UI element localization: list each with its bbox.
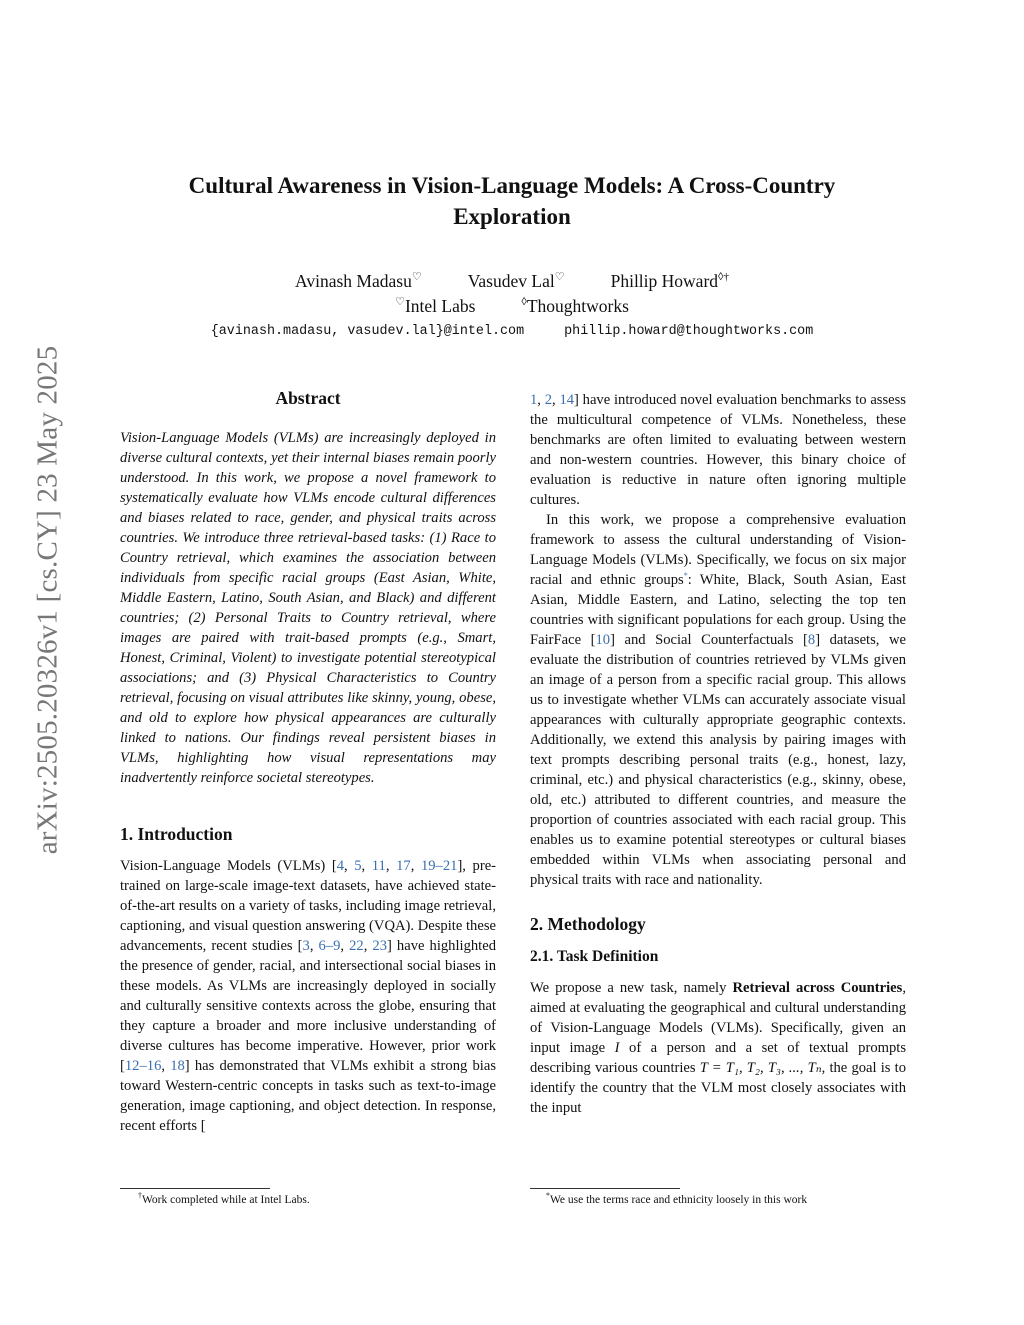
email-intel: {avinash.madasu, vasudev.lal}@intel.com [210, 324, 525, 339]
citation-link[interactable]: 22 [349, 938, 364, 954]
email-list [130, 322, 894, 342]
intro-paragraph-2: In this work, we propose a comprehensive evaluation framework to assess the cultural understanding of Vision-Language Models (VLMs). Specifically, we focus on six major racial and ethnic groups*: White, Black, South Asian, East Asian, Middle Eastern, and Latino, selecting the top ten countries with significant populations for each group. Using the FairFace [10] and Social Counterfactuals [8] datasets, we evaluate the distribution of countries retrieved by VLMs given an image of a person from a specific racial group. This allows us to investigate whether VLMs can accurately associate visual appearances with culturally appropriate geographic contexts. Additionally, we extend this analysis by pairing images with text prompts describing personal traits (e.g., honest, lazy, criminal, etc.) and physical characteristics (e.g., skinny, obese, old, etc.) attributed to different countries, and measure the proportion of countries associated with each racial group. This enables us to examine potential stereotypes or cultural biases embedded within VLMs when associating personal and physical traits with race and nationality. [530, 512, 906, 888]
footnote-rule-right [530, 1188, 680, 1189]
citation-link[interactable]: 12–16 [124, 1058, 162, 1074]
methodology-paragraph-1: We propose a new task, namely Retrieval across Countries, aimed at evaluating the geographical and cultural understanding of Vision-Language Models (VLMs). Specifically, given an input image I of a person and a set of textual prompts describing various countries T = T₁, T₂, T₃, ..., Tₙ, the goal is to identify the country that the VLM most closely associates with the input [530, 980, 906, 1116]
citation-link[interactable]: 18 [170, 1058, 185, 1074]
citation-link[interactable]: 23 [372, 938, 387, 954]
footnote-right: *We use the terms race and ethnicity loosely in this work [546, 1191, 808, 1206]
citation-link[interactable]: 19–21 [420, 858, 458, 874]
author-list [130, 268, 894, 294]
citation-link[interactable]: 11 [371, 858, 386, 874]
affiliation-list [130, 294, 894, 318]
left-column [120, 384, 496, 1136]
citation-link[interactable]: 5 [354, 858, 362, 874]
abstract-text: Vision-Language Models (VLMs) are increasingly deployed in diverse cultural contexts, yet their internal biases remain poorly understood. In this work, we propose a novel framework to systematically evaluate how VLMs encode cultural differences and biases related to race, gender, and physical traits across countries. We introduce three retrieval-based tasks: (1) Race to Country retrieval, which examines the association between individuals from specific racial groups (East Asian, White, Middle Eastern, Latino, South Asian, and Black) and different countries; (2) Personal Traits to Country retrieval, where images are paired with trait-based prompts (e.g., Smart, Honest, Criminal, Violent) to investigate potential stereotypical associations; and (3) Physical Characteristics to Country retrieval, focusing on visual attributes like skinny, young, obese, and old to explore how physical appearances are culturally linked to nations. Our findings reveal persistent biases in VLMs, highlighting how visual representations may inadvertently reinforce societal stereotypes. [120, 430, 496, 786]
citation-link[interactable]: 10 [595, 632, 611, 648]
citation-link[interactable]: 1 [530, 392, 538, 408]
citation-link[interactable]: 8 [807, 632, 816, 648]
right-column [530, 390, 906, 1118]
intro-paragraph-1-end: 1, 2, 14] have introduced novel evaluation benchmarks to assess the multicultural competence of VLMs. Nonetheless, these benchmarks are often limited to evaluating between western and non-western countries. However, this binary choice of evaluation is reductive in nature often ignoring multiple cultures. [530, 392, 906, 508]
citation-link[interactable]: 2 [544, 392, 553, 408]
email-thoughtworks: phillip.howard@thoughtworks.com [564, 324, 814, 339]
math-expression: T = T₁, T₂, T₃, ..., Tₙ [699, 1060, 822, 1076]
citation-link[interactable]: 4 [336, 858, 344, 874]
abstract-heading: Abstract [275, 388, 341, 408]
author: Avinash Madasu♡ [295, 271, 422, 291]
task-definition-heading: 2.1. Task Definition [530, 948, 659, 965]
citation-link[interactable]: 3 [302, 938, 310, 954]
affiliation: ◊Thoughtworks [521, 296, 629, 316]
citation-link[interactable]: 14 [559, 392, 575, 408]
intro-paragraph-1-cont: ] has demonstrated that VLMs exhibit a strong bias toward Western-centric concepts in tasks such as text-to-image generation, image captioning, and object detection. In response, recent efforts [ [120, 1058, 496, 1134]
methodology-heading: 2. Methodology [530, 914, 646, 934]
footnote-left: †Work completed while at Intel Labs. [138, 1191, 310, 1206]
author-block [130, 268, 894, 318]
citation-link[interactable]: 6–9 [318, 938, 341, 954]
citation-link[interactable]: 17 [396, 858, 411, 874]
introduction-heading: 1. Introduction [120, 824, 233, 844]
arxiv-stamp [30, 240, 66, 960]
title-line-1: Cultural Awareness in Vision-Language Models: A Cross-Country [188, 173, 836, 198]
paper-title [130, 170, 894, 232]
footnote-mark[interactable]: * [683, 571, 688, 581]
author: Phillip Howard◊† [610, 271, 729, 291]
title-line-2: Exploration [453, 204, 571, 229]
author: Vasudev Lal♡ [467, 271, 565, 291]
intro-paragraph-1: Vision-Language Models (VLMs) [4, 5, 11, 17, 19–21], pre-trained on large-scale image-text datasets, have achieved state-of-the-art results on a variety of tasks, including image retrieval, captioning, and visual question answering (VQA). Despite these advancements, recent studies [3, 6–9, 22, 23] have highlighted the presence of gender, racial, and intersectional social biases in these models. As VLMs are increasingly deployed in socially and culturally sensitive contexts across the globe, ensuring that they capture a broader and more inclusive understanding of diverse cultures has become imperative. However, prior work [12–16, 18] has demonstrated that VLMs exhibit a strong bias toward Western-centric concepts in tasks such as text-to-image generation, image captioning, and object detection. In response, recent efforts [ [120, 858, 497, 1134]
affiliation: ♡Intel Labs [395, 296, 476, 316]
footnote-rule-left [120, 1188, 270, 1189]
arxiv-identifier: arXiv:2505.20326v1 [cs.CY] 23 May 2025 [31, 345, 64, 855]
